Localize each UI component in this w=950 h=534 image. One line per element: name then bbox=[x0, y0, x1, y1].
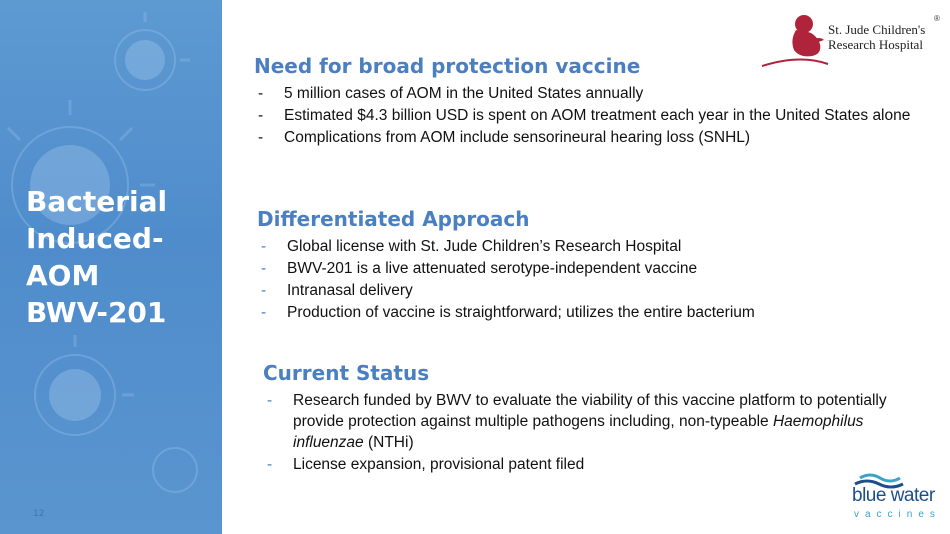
bullet-text: BWV-201 is a live attenuated serotype-independent vaccine bbox=[287, 260, 698, 277]
registered-mark: ® bbox=[934, 14, 940, 23]
sidebar-title-line-4: BWV-201 bbox=[26, 296, 167, 329]
list-item: - Intranasal delivery bbox=[261, 282, 413, 299]
section-approach bbox=[257, 206, 950, 324]
section-heading-need: Need for broad protection vaccine bbox=[254, 54, 641, 78]
sidebar-panel bbox=[0, 0, 222, 534]
blue-water-logo-name: blue water bbox=[852, 485, 935, 506]
list-item: - Complications from AOM include sensorineural hearing loss (SNHL) bbox=[258, 129, 751, 146]
bullet-text: 5 million cases of AOM in the United States annually bbox=[284, 85, 644, 102]
bullet-text: License expansion, provisional patent filed bbox=[293, 456, 585, 473]
st-jude-logo-line-1: St. Jude Children's bbox=[828, 22, 926, 37]
st-jude-logo-text bbox=[828, 22, 925, 52]
section-status bbox=[263, 360, 950, 476]
section-heading-status: Current Status bbox=[263, 361, 430, 385]
italic-species-name: Haemophilus influenzae bbox=[293, 413, 864, 451]
list-item: - Estimated $4.3 billion USD is spent on AOM treatment each year in the United States alone bbox=[258, 107, 911, 124]
bullet-text: Complications from AOM include sensorineural hearing loss (SNHL) bbox=[284, 129, 751, 146]
bullet-list-status bbox=[263, 390, 950, 475]
list-item: - Global license with St. Jude Children’s Research Hospital bbox=[261, 238, 682, 255]
slide-number: 12 bbox=[33, 509, 45, 519]
sidebar-title bbox=[26, 183, 216, 331]
list-item: - 5 million cases of AOM in the United States annually bbox=[258, 85, 644, 102]
section-need bbox=[254, 53, 950, 149]
st-jude-logo-line-2: Research Hospital bbox=[828, 37, 923, 52]
bullet-list-need bbox=[254, 83, 950, 148]
sidebar-title-line-2: Induced- bbox=[26, 222, 164, 255]
bullet-text: Production of vaccine is straightforward; utilizes the entire bacterium bbox=[287, 304, 755, 321]
list-item: - Research funded by BWV to evaluate the viability of this vaccine platform to potentially provide protection against multiple pathogens including, non-typeable Haemophilus influenzae (NTHi) bbox=[267, 392, 887, 451]
section-heading-approach: Differentiated Approach bbox=[257, 207, 530, 231]
bullet-text-suffix: (NTHi) bbox=[363, 434, 414, 451]
list-item: - BWV-201 is a live attenuated serotype-independent vaccine bbox=[261, 260, 698, 277]
bullet-list-approach bbox=[257, 236, 950, 323]
bullet-text: Research funded by BWV to evaluate the viability of this vaccine platform to potentially provide protection against multiple pathogens including, non-typeable bbox=[293, 392, 887, 430]
bullet-text: Global license with St. Jude Children’s Research Hospital bbox=[287, 238, 682, 255]
list-item: - License expansion, provisional patent filed bbox=[267, 456, 585, 473]
sidebar-title-line-3: AOM bbox=[26, 259, 100, 292]
bullet-text: Estimated $4.3 billion USD is spent on AOM treatment each year in the United States alone bbox=[284, 107, 911, 124]
list-item: - Production of vaccine is straightforward; utilizes the entire bacterium bbox=[261, 304, 755, 321]
bullet-text: Intranasal delivery bbox=[287, 282, 413, 299]
sidebar-title-line-1: Bacterial bbox=[26, 185, 168, 218]
blue-water-logo-sub: vaccines bbox=[854, 509, 941, 520]
